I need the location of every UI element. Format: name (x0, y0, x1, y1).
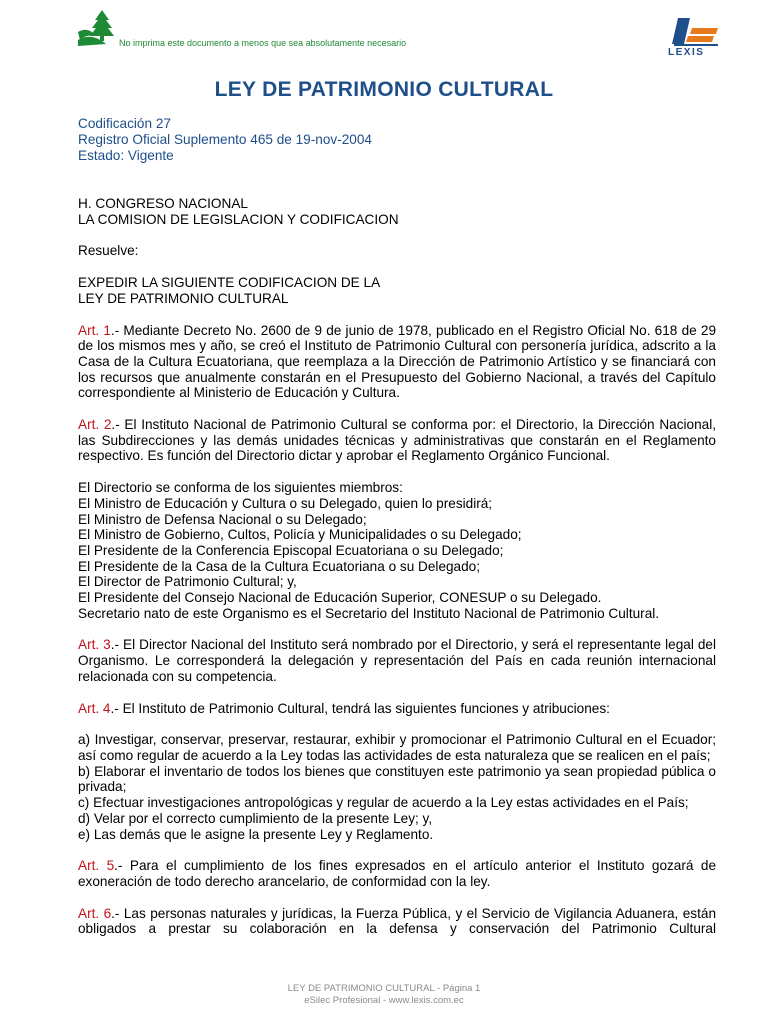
article-4-text: .- El Instituto de Patrimonio Cultural, tendrá las siguientes funciones y atribuciones: (110, 700, 610, 716)
article-6 (78, 906, 716, 937)
article-2 (78, 417, 716, 464)
resuelve: Resuelve: (78, 243, 139, 259)
codificacion: Codificación 27 (78, 116, 171, 131)
directorio-line: El Director de Patrimonio Cultural; y, (78, 574, 297, 590)
directorio-line: El Presidente del Consejo Nacional de Educación Superior, CONESUP o su Delegado. (78, 590, 602, 606)
print-notice: No imprima este documento a menos que sea absolutamente necesario (119, 38, 407, 48)
article-1-text: .- Mediante Decreto No. 2600 de 9 de junio de 1978, publicado en el Registro Oficial No. 618 de 29 de los mismos mes y año, se creó el Instituto de Patrimonio Cultural con personería jurídica, adscrito a la Casa de la Cultura Ecuatoriana, que reemplaza a la Dirección de Patrimonio Artístico y se financiará con los recursos que anualmente constarán en el Presupuesto del Gobierno Nacional, a través del Capítulo correspondiente al Ministerio de Educación y Cultura. (78, 322, 717, 401)
document-title: LEY DE PATRIMONIO CULTURAL (214, 78, 554, 101)
directorio-line: El Ministro de Educación y Cultura o su Delegado, quien lo presidirá; (78, 495, 493, 511)
article-4-label: Art. 4 (78, 700, 111, 716)
article-5-label: Art. 5 (78, 858, 115, 874)
list-item: a) Investigar, conservar, preservar, restaurar, exhibir y promocionar el Patrimonio Cultural en el Ecuador; así como regular de acuerdo a la Ley todas las actividades de esta naturaleza que se realicen en el país; (78, 732, 716, 763)
article-3-text: .- El Director Nacional del Instituto será nombrado por el Directorio, y será el representante legal del Organismo. Le corresponderá la delegación y representación del País en cada reunión internacional relacionada con su competencia. (78, 637, 717, 684)
intro-line-2: LA COMISION DE LEGISLACION Y CODIFICACION (78, 211, 399, 227)
list-item: c) Efectuar investigaciones antropológicas y regular de acuerdo a la Ley estas actividades en el País; (78, 795, 689, 811)
directorio-line: El Directorio se conforma de los siguientes miembros: (78, 480, 403, 496)
directorio-line: El Presidente de la Conferencia Episcopal Ecuatoriana o su Delegado; (78, 542, 504, 558)
article-5-text: .- Para el cumplimiento de los fines expresados en el artículo anterior el Instituto gozará de exoneración de todo derecho arancelario, de conformidad con la ley. (78, 858, 717, 889)
expedir-line-1: EXPEDIR LA SIGUIENTE CODIFICACION DE LA (78, 275, 381, 291)
expedir-line-2: LEY DE PATRIMONIO CULTURAL (78, 290, 289, 306)
document-meta (78, 116, 372, 164)
tree-logo-icon (78, 10, 116, 46)
article-3 (78, 637, 716, 684)
intro-line-1: H. CONGRESO NACIONAL (78, 196, 248, 211)
article-6-text: .- Las personas naturales y jurídicas, la Fuerza Pública, y el Servicio de Vigilancia Aduanera, están obligados a prestar su colaboración en la defensa y conservación del Patrimonio Cultural (78, 905, 717, 937)
page-footer (0, 983, 768, 1007)
article-6-label: Art. 6 (78, 905, 112, 921)
directorio-line: El Ministro de Gobierno, Cultos, Policía y Municipalidades o su Delegado; (78, 527, 522, 543)
article-1-label: Art. 1 (78, 322, 111, 338)
article-3-label: Art. 3 (78, 637, 111, 653)
list-item: d) Velar por el correcto cumplimiento de la presente Ley; y, (78, 810, 433, 826)
article-2-text: .- El Instituto Nacional de Patrimonio Cultural se conforma por: el Directorio, la Dirección Nacional, las Subdirecciones y las demás unidades técnicas y administrativas que constarán en el Reglamento respectivo. Es función del Directorio dictar y aprobar el Reglamento Orgánico Funcional. (78, 417, 716, 464)
directorio-line: El Presidente de la Casa de la Cultura Ecuatoriana o su Delegado; (78, 558, 481, 574)
footer-page-info: LEY DE PATRIMONIO CULTURAL - Página 1 (287, 983, 481, 994)
article-2-label: Art. 2 (78, 417, 112, 433)
footer-source: eSilec Profesional - www.lexis.com.ec (304, 995, 464, 1006)
lexis-logo-text: LEXIS (668, 47, 705, 58)
document-body (78, 196, 716, 937)
directorio-line: El Ministro de Defensa Nacional o su Delegado; (78, 511, 367, 527)
directorio-list (78, 480, 716, 621)
article-4-items (78, 732, 716, 842)
list-item: b) Elaborar el inventario de todos los bienes que constituyen este patrimonio ya sean propiedad pública o privada; (78, 763, 716, 795)
estado: Estado: Vigente (78, 148, 174, 163)
article-5 (78, 858, 716, 889)
article-4 (78, 701, 716, 717)
directorio-line: Secretario nato de este Organismo es el Secretario del Instituto Nacional de Patrimonio Cultural. (78, 605, 660, 621)
article-1 (78, 323, 716, 402)
registro-oficial: Registro Oficial Suplemento 465 de 19-nov-2004 (78, 132, 372, 147)
list-item: e) Las demás que le asigne la presente Ley y Reglamento. (78, 826, 434, 842)
